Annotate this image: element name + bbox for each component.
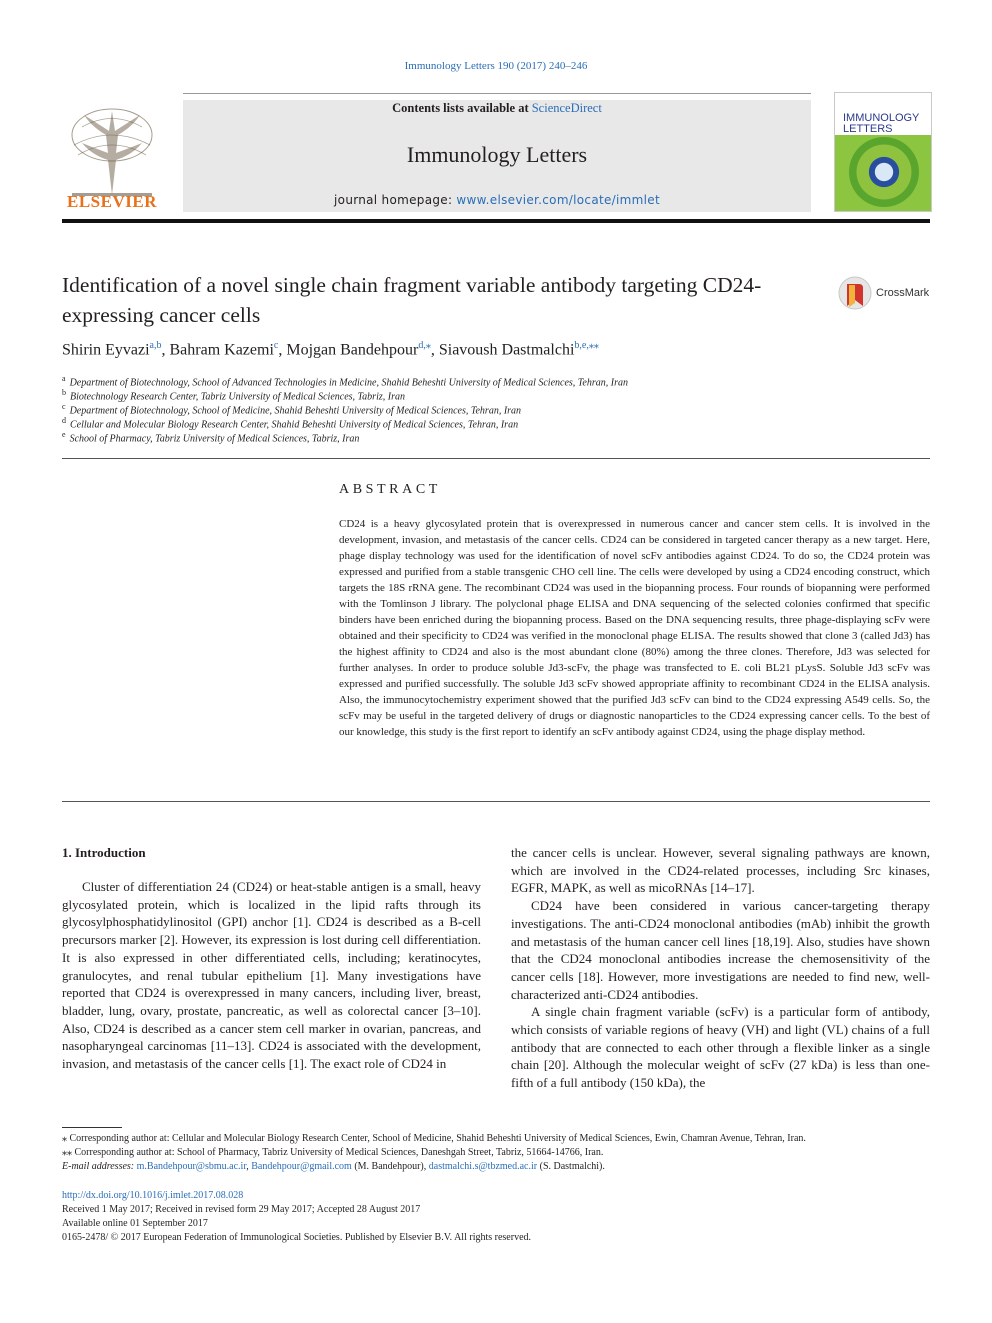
received-dates: Received 1 May 2017; Received in revised form 29 May 2017; Accepted 28 August 2017 [62,1204,421,1215]
journal-cover-thumbnail[interactable] [834,92,932,212]
footnote-corresponding-1: ⁎ Corresponding author at: Cellular and Molecular Biology Research Center, School of Medicine, Shahid Beheshti University of Medical Sciences, Ewin, Chamran Avenue, Tehran, Iran. [62,1133,806,1144]
affiliation-text: Department of Biotechnology, School of Advanced Technologies in Medicine, Shahid Beheshti University of Medical Sciences, Tehran, Iran [69,377,628,389]
journal-citation[interactable]: Immunology Letters 190 (2017) 240–246 [404,60,588,72]
affiliation-a [62,374,930,388]
article-title: Identification of a novel single chain fragment variable antibody targeting CD24-expressing cancer cells [62,273,762,327]
intro-right-column [511,844,930,1092]
intro-paragraph: the cancer cells is unclear. However, several signaling pathways are known, which are involved in the CD24-related processes, including Src kinases, EGFR, MAPK, as well as micoRNAs [14–17]. [511,845,930,896]
email-link[interactable]: m.Bandehpour@sbmu.ac.ir [136,1161,247,1172]
copyright-line: 0165-2478/ © 2017 European Federation of Immunological Societies. Published by Elsevier B.V. All rights reserved. [62,1232,532,1243]
email-owner: (M. Bandehpour), [354,1161,427,1172]
cover-cell-image [849,137,919,207]
header-thick-rule [62,219,930,223]
affiliation-mark: a [62,374,66,383]
cover-title-line1: IMMUNOLOGY [843,112,920,124]
affiliation-e [62,430,930,444]
intro-paragraph: CD24 have been considered in various cancer-targeting therapy investigations. The anti-CD24 monoclonal antibodies (mAb) inhibit the growth and metastasis of the human cancer cell lines [18,19]. Also, studies have shown that the CD24 monoclonal antibodies increase the chemosensitivity of the cancer cells [18]. However, more investigations are needed to find new, well-characterized anti-CD24 antibodies. [511,898,930,1002]
footnote-rule [62,1127,122,1128]
contents-line [183,101,811,116]
abstract-heading: ABSTRACT [339,482,441,497]
abstract-body: CD24 is a heavy glycosylated protein that is overexpressed in numerous cancer and cancer stem cells. It is involved in the development, invasion, and metastasis of the cancer cells. CD24 can be considered in targeted cancer therapy as a new target. Here, phage display technology was used for the identification of novel scFv antibodies against CD24. To do so, the CD24 protein was expressed and purified from a stable transgenic CHO cell line. The cells were developed by using a CD24 encoding construct, which targets the 18S rRNA gene. The recombinant CD24 was used in the biopanning process. Four rounds of biopanning were performed with the Tomlinson J library. The polyclonal phage ELISA and DNA sequencing of the selected colonies confirmed that specific binders have been enriched during the biopanning process. Based on the DNA sequencing results, three phage-displaying scFv were obtained and their specificity to CD24 was verified in the monoclonal phage ELISA. The results showed that clone 3 (called Jd3) has the highest affinity to CD24 and also is the most abundant clone (80%) among the three clones. Therefore, Jd3 was selected for further analyses. In order to produce soluble Jd3-scFv, the phage was transfected to E. coli BL21 pLysS. Soluble Jd3 scFv was expressed and purified successfully. The soluble Jd3 scFv showed appropriate affinity to recombinant CD24 in the ELISA analysis. Also, the immunocytochemistry experiment showed that the purified Jd3 scFv can bind to the CD24 expressing A549 cells. So, the scFv may be useful in the targeted delivery of drugs or diagnostic nanoparticles to the CD24 expressing cancer cells. To the best of our knowledge, this study is the first report to identify an scFv antibody against CD24, using the phage display method. [339,518,930,738]
affiliation-d [62,416,930,430]
footnote-emails: E-mail addresses: m.Bandehpour@sbmu.ac.ir, Bandehpour@gmail.com (M. Bandehpour), dastmalchi.s@tbzmed.ac.ir (S. Dastmalchi). [62,1161,605,1172]
author-affil-marks[interactable]: d,⁎ [418,340,431,351]
email-link[interactable]: Bandehpour@gmail.com [251,1161,352,1172]
author-name[interactable]: Shirin Eyvazi [62,341,150,359]
affiliation-mark: c [62,402,66,411]
email-link[interactable]: dastmalchi.s@tbzmed.ac.ir [428,1161,538,1172]
sciencedirect-link[interactable]: ScienceDirect [531,101,602,115]
author-affil-marks[interactable]: c [273,340,279,351]
affiliation-c [62,402,930,416]
author-affil-marks[interactable]: b,e,⁎⁎ [574,340,599,351]
author-separator: , [161,341,170,359]
cover-top-strip [835,93,931,107]
abstract-divider [62,801,930,802]
affiliation-text: Cellular and Molecular Biology Research Center, Shahid Beheshti University of Medical Sciences, Tehran, Iran [70,419,519,431]
available-online: Available online 01 September 2017 [62,1218,208,1229]
author-name[interactable]: Siavoush Dastmalchi [438,341,575,359]
homepage-prefix: journal homepage: [334,193,457,207]
intro-paragraph: Cluster of differentiation 24 (CD24) or heat-stable antigen is a small, heavy glycosylated protein, which is localized in the lipid rafts through its glycosylphosphatidylinositol (GPI) anchor [1]. CD24 is described as a B-cell precursors marker [2]. However, its expression is lost during cell differentiation. It is also expressed in other differentiated cells, including; keratinocytes, granulocytes, and renal tubular epithelium [1]. Many investigations have reported that CD24 is overexpressed in many cancers, including liver, breast, bladder, lung, ovary, prostate, pancreatic, as well as colorectal cancer [3–10]. Also, CD24 is described as a cancer stem cell marker in ovarian, pancreas, and nasopharyngeal carcinomas [11–13]. CD24 is associated with the development, invasion, and metastasis of the cancer cells [1]. The exact role of CD24 in [62,879,481,1072]
cover-title [843,113,927,135]
header-top-rule [183,93,811,94]
affiliation-text: Department of Biotechnology, School of Medicine, Shahid Beheshti University of Medical Sciences, Tehran, Iran [69,405,522,417]
author-name[interactable]: Mojgan Bandehpour [286,341,419,359]
intro-paragraph: A single chain fragment variable (scFv) is a particular form of antibody, which consists of variable regions of heavy (VH) and light (VL) chains of a full antibody that are connected to each other through a flexible linker as a single chain [20]. Although the molecular weight of scFv (27 kDa) is less than one-fifth of a full antibody (150 kDa), the [511,1004,930,1091]
affiliation-text: School of Pharmacy, Tabriz University of Medical Sciences, Tabriz, Iran [69,433,360,445]
homepage-link[interactable]: www.elsevier.com/locate/immlet [456,193,660,207]
author-affil-marks[interactable]: a,b [149,340,162,351]
affiliations-divider [62,458,930,459]
journal-homepage-line [183,193,811,207]
affiliation-b [62,388,930,402]
footnote-corresponding-2: ⁎⁎ Corresponding author at: School of Pharmacy, Tabriz University of Medical Sciences, Daneshgah Street, Tabriz, 51664-14766, Iran. [62,1147,604,1158]
intro-left-column [62,878,481,1073]
crossmark-icon[interactable] [838,276,872,310]
email-owner: (S. Dastmalchi). [539,1161,605,1172]
email-label: E-mail addresses: [62,1161,135,1172]
crossmark-label[interactable]: CrossMark [876,287,930,299]
affiliation-mark: b [62,388,66,397]
affiliation-mark: e [62,430,66,439]
elsevier-wordmark: ELSEVIER [67,192,157,211]
journal-name: Immunology Letters [406,142,588,167]
contents-prefix: Contents lists available at [392,101,532,115]
author-separator: , [278,341,287,359]
section-heading-introduction: 1. Introduction [62,845,146,860]
author-separator: , [430,341,439,359]
affiliation-mark: d [62,416,66,425]
author-name[interactable]: Bahram Kazemi [169,341,274,359]
cover-title-line2: LETTERS [843,123,893,135]
affiliation-text: Biotechnology Research Center, Tabriz University of Medical Sciences, Tabriz, Iran [70,391,405,403]
doi-link[interactable]: http://dx.doi.org/10.1016/j.imlet.2017.08.028 [62,1190,244,1201]
author-list [62,340,930,359]
